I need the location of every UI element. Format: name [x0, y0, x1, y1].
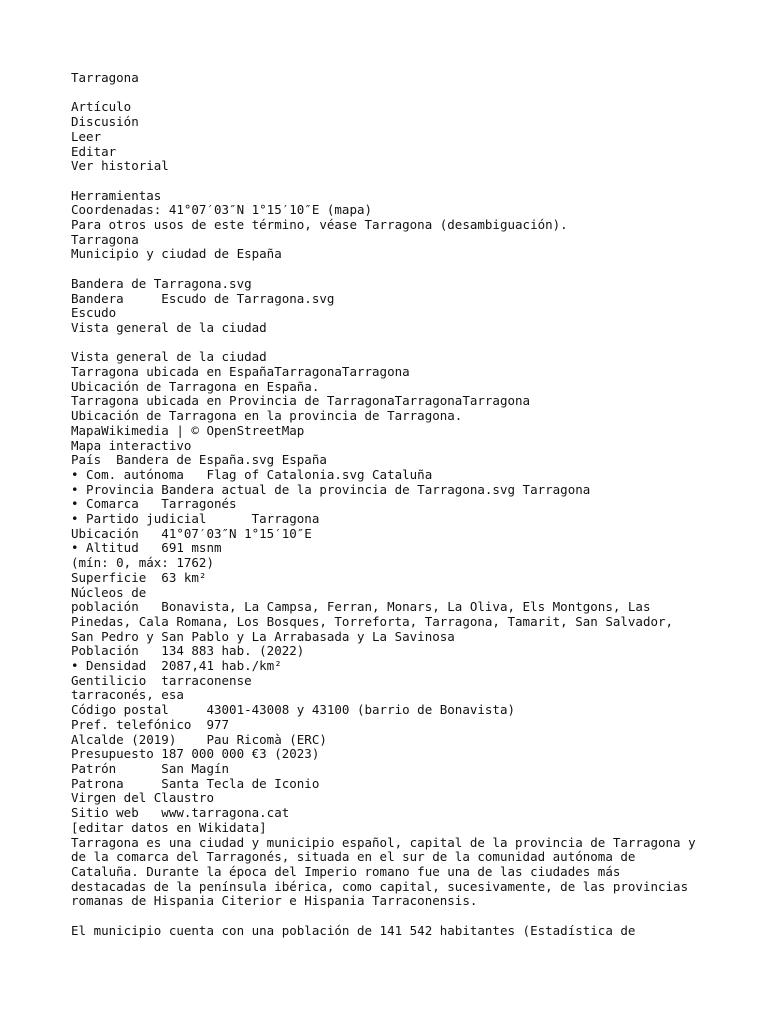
infobox-subtitle: Municipio y ciudad de España — [71, 246, 282, 262]
tab-read[interactable]: Leer — [71, 128, 102, 144]
intro-paragraph-line-4: destacadas de la península ibérica, como capital, sucesivamente, de las provincias — [71, 878, 689, 894]
infobox-row-judicial-district[interactable]: • Partido judicial Tarragona — [71, 511, 320, 527]
flag-caption-row[interactable]: Bandera Escudo de Tarragona.svg — [71, 290, 335, 306]
disambiguation-hatnote: Para otros usos de este término, véase Tarragona (desambiguación). — [71, 217, 568, 232]
infobox-row-comarca[interactable]: • Comarca Tarragonés — [71, 496, 237, 512]
infobox-row-location[interactable]: Ubicación 41°07′03″N 1°15′10″E — [71, 525, 312, 541]
infobox-row-demonym: Gentilicio tarraconense — [71, 672, 252, 688]
intro-paragraph-line-1: Tarragona es una ciudad y municipio español, capital de la provincia de Tarragona y — [71, 834, 696, 850]
tab-edit[interactable]: Editar — [71, 143, 117, 159]
infobox-row-mayor[interactable]: Alcalde (2019) Pau Ricomà (ERC) — [71, 731, 327, 747]
overview-image-alt[interactable]: Vista general de la ciudad — [71, 319, 267, 335]
map-credit[interactable]: MapaWikimedia | © OpenStreetMap — [71, 422, 305, 438]
infobox-row-nuclei-3[interactable]: San Pedro y San Pablo y La Arrabasada y La Savinosa — [71, 628, 455, 644]
infobox-row-patroness-2[interactable]: Virgen del Claustro — [71, 790, 214, 806]
spacer — [71, 86, 711, 101]
interactive-map-link[interactable]: Mapa interactivo — [71, 437, 192, 453]
infobox-row-phone-prefix: Pref. telefónico 977 — [71, 716, 230, 732]
map-spain-alt[interactable]: Tarragona ubicada en EspañaTarragonaTarragona — [71, 364, 410, 379]
tab-article[interactable]: Artículo — [71, 99, 132, 115]
intro-paragraph-line-5: romanas de Hispania Citerior e Hispania Tarraconensis. — [71, 893, 478, 909]
infobox-row-nuclei-1[interactable]: población Bonavista, La Campsa, Ferran, Monars, La Oliva, Els Montgons, Las — [71, 599, 651, 615]
coordinates-line[interactable]: Coordenadas: 41°07′03″N 1°15′10″E (mapa) — [71, 202, 373, 218]
spacer — [71, 174, 711, 189]
infobox-row-altitude-range: (mín: 0, máx: 1762) — [71, 555, 214, 571]
map-province-caption: Ubicación de Tarragona en la provincia de Tarragona. — [71, 408, 463, 424]
infobox-row-nuclei-2[interactable]: Pinedas, Cala Romana, Los Bosques, Torreforta, Tarragona, Tamarit, San Salvador, — [71, 613, 674, 629]
tab-view-history[interactable]: Ver historial — [71, 158, 169, 174]
shield-caption: Escudo — [71, 305, 117, 321]
infobox-row-province[interactable]: • Provincia Bandera actual de la provincia de Tarragona.svg Tarragona — [71, 481, 591, 497]
infobox-row-postal-code: Código postal 43001-43008 y 43100 (barrio de Bonavista) — [71, 702, 516, 718]
infobox-row-density: • Densidad 2087,41 hab./km² — [71, 658, 282, 674]
infobox-row-website[interactable]: Sitio web www.tarragona.cat — [71, 805, 290, 821]
overview-caption: Vista general de la ciudad — [71, 349, 267, 365]
infobox-row-country[interactable]: País Bandera de España.svg España — [71, 452, 327, 468]
tools-menu[interactable]: Herramientas — [71, 187, 162, 203]
spacer — [71, 909, 711, 924]
infobox-row-patroness[interactable]: Patrona Santa Tecla de Iconio — [71, 775, 320, 791]
infobox-row-budget: Presupuesto 187 000 000 €3 (2023) — [71, 746, 320, 762]
intro-paragraph-line-3: Cataluña. Durante la época del Imperio romano fue una de las ciudades más — [71, 863, 621, 879]
intro-paragraph-line-2: de la comarca del Tarragonés, situada en el sur de la comunidad autónoma de — [71, 849, 636, 865]
flag-image-alt[interactable]: Bandera de Tarragona.svg — [71, 275, 252, 291]
infobox-row-altitude: • Altitud 691 msnm — [71, 540, 222, 556]
article-document — [71, 71, 711, 938]
spacer — [71, 336, 711, 351]
infobox-row-patron[interactable]: Patrón San Magín — [71, 760, 230, 776]
infobox-name: Tarragona — [71, 231, 139, 247]
map-province-alt[interactable]: Tarragona ubicada en Provincia de TarragonaTarragonaTarragona — [71, 393, 531, 409]
edit-wikidata-link[interactable]: [editar datos en Wikidata] — [71, 819, 267, 835]
infobox-row-population: Población 134 883 hab. (2022) — [71, 643, 305, 659]
infobox-row-community[interactable]: • Com. autónoma Flag of Catalonia.svg Cataluña — [71, 466, 433, 482]
infobox-row-nuclei-label: Núcleos de — [71, 584, 147, 600]
map-spain-caption: Ubicación de Tarragona en España. — [71, 378, 320, 394]
page-title: Tarragona — [71, 70, 139, 85]
infobox-row-area: Superficie 63 km² — [71, 569, 207, 585]
tab-discussion[interactable]: Discusión — [71, 114, 139, 130]
infobox-row-demonym-alt: tarraconés, esa — [71, 687, 184, 703]
population-paragraph-line: El municipio cuenta con una población de 141 542 habitantes (Estadística de — [71, 922, 636, 938]
spacer — [71, 262, 711, 277]
